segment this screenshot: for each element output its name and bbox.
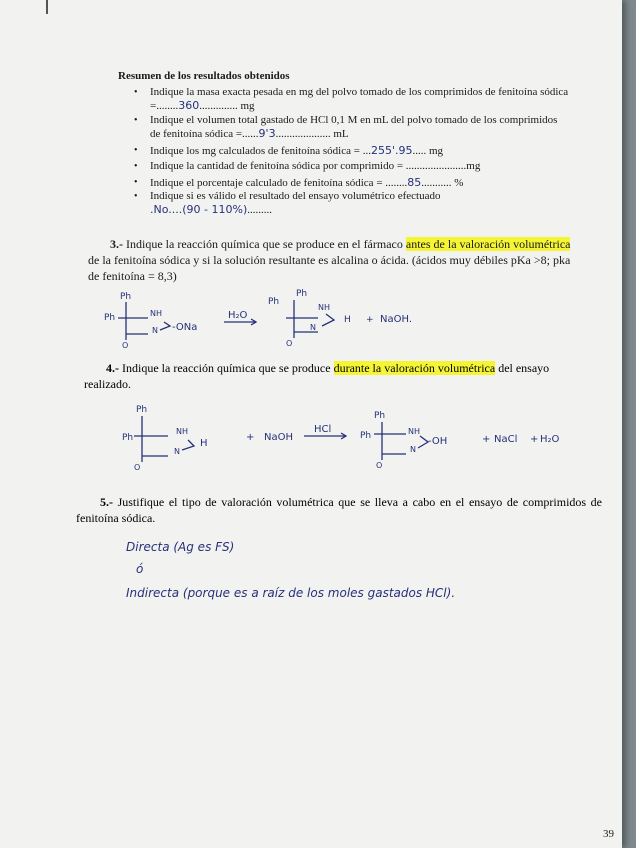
summary-title: Resumen de los resultados obtenidos <box>118 70 290 82</box>
answer-line-2: ó <box>136 562 144 576</box>
n-label: N <box>174 447 180 456</box>
arrow-label: H₂O <box>228 310 248 321</box>
product-substituent: H <box>344 315 351 325</box>
carbonyl-bond <box>418 436 428 448</box>
ring-skeleton <box>374 422 406 460</box>
nh-label: NH <box>176 427 188 436</box>
bullet-icon: • <box>134 191 138 202</box>
highlighted-phrase: antes de la valoración volumétrica <box>405 237 571 251</box>
reaction-4-drawing <box>120 400 590 472</box>
reactant-substituent: -ONa <box>172 322 198 333</box>
answer-line-3: Indirecta (porque es a raíz de los moles gastados HCl). <box>126 586 456 600</box>
item-unit: ........... % <box>421 177 464 189</box>
answer-line-1: Directa (Ag es FS) <box>126 540 235 554</box>
carbonyl-bond <box>160 322 170 330</box>
carbonyl-bond <box>322 314 334 326</box>
nh-label: NH <box>408 427 420 436</box>
question-text: Justifique el tipo de valoración volumétrica que se lleva a cabo en el ensayo de comprimidos de fenitoína sódica. <box>76 495 602 525</box>
bullet-icon: • <box>134 145 138 156</box>
question-number: 4.- <box>106 361 119 375</box>
nh-label: NH <box>318 303 330 312</box>
bullet-icon: • <box>134 115 138 126</box>
handwritten-value: 9'3 <box>258 127 276 140</box>
page-number: 39 <box>603 828 614 840</box>
ph-label: Ph <box>296 289 308 299</box>
ph-label: Ph <box>268 297 280 307</box>
question-number: 5.- <box>100 495 113 509</box>
handwritten-value: 360 <box>178 99 200 112</box>
n-label: N <box>310 323 316 332</box>
ph-label: Ph <box>120 292 132 302</box>
ph-label: Ph <box>122 433 134 443</box>
item-text: Indique el volumen total gastado de HCl 0,1 M en mL del polvo tomado de los comprimidos de fenitoína sódica =...... <box>150 114 558 140</box>
product-substituent: -OH <box>428 436 448 447</box>
summary-item-volume <box>134 114 570 141</box>
ring-skeleton <box>286 300 318 338</box>
o-label: O <box>376 461 383 470</box>
handwritten-value: 255'.95 <box>370 144 413 157</box>
plus-sign: + <box>246 432 255 443</box>
handwritten-value: .No....(90 - 110%) <box>150 203 248 216</box>
summary-item-calculated-mg <box>134 144 570 158</box>
o-label: O <box>122 341 129 350</box>
plus-sign: + <box>530 434 539 445</box>
question-4 <box>84 360 590 392</box>
bullet-icon: • <box>134 177 138 188</box>
ring-skeleton <box>118 302 148 340</box>
summary-item-mass <box>134 86 570 113</box>
n-label: N <box>410 445 416 454</box>
handwritten-value: 85 <box>407 176 422 189</box>
ph-label: Ph <box>374 411 386 421</box>
bullet-icon: • <box>134 87 138 98</box>
ph-label: Ph <box>360 431 372 441</box>
item-text: Indique la cantidad de fenitoína sódica por comprimido = <box>150 160 406 172</box>
item-text: Indique si es válido el resultado del ensayo volumétrico efectuado <box>150 190 441 202</box>
question-3 <box>88 236 583 284</box>
byproduct: H₂O <box>540 434 560 445</box>
pen-mark <box>46 0 48 14</box>
summary-item-per-tablet <box>134 160 570 173</box>
plus-sign: + <box>366 315 374 325</box>
item-unit: ..... mg <box>412 145 444 157</box>
summary-item-percentage <box>134 176 570 190</box>
n-label: N <box>152 326 158 335</box>
item-unit: .................... mL <box>275 128 349 140</box>
item-text: Indique la masa exacta pesada en mg del polvo tomado de los comprimidos de fenitoína sódica =........ <box>150 86 569 112</box>
item-text: Indique el porcentaje calculado de fenitoína sódica = ........ <box>150 177 408 189</box>
nh-label: NH <box>150 309 162 318</box>
question-number: 3.- <box>110 237 123 251</box>
item-unit: ......... <box>247 204 272 216</box>
plus-sign: + <box>482 434 491 445</box>
ph-label: Ph <box>104 313 116 323</box>
carbonyl-bond <box>182 440 194 450</box>
byproduct: NaCl <box>494 434 518 445</box>
byproduct: NaOH. <box>380 314 413 325</box>
ring-skeleton <box>134 416 168 462</box>
question-5 <box>76 494 602 526</box>
question-text: de la fenitoína sódica y si la solución resultante es alcalina o ácida. (ácidos muy débiles pKa >8; pka de fenitoína = 8,3) <box>88 253 571 283</box>
question-text: Indique la reacción química que se produce <box>119 361 334 375</box>
o-label: O <box>286 339 293 348</box>
summary-item-validity <box>134 190 570 217</box>
o-label: O <box>134 463 141 472</box>
question-text: Indique la reacción química que se produce en el fármaco <box>123 237 406 251</box>
reagent: NaOH <box>264 432 293 443</box>
reactant-substituent: H <box>200 438 208 449</box>
item-text: Indique los mg calculados de fenitoína sódica = ... <box>150 145 371 157</box>
item-unit: ......................mg <box>405 160 481 172</box>
ph-label: Ph <box>136 405 148 415</box>
highlighted-phrase: durante la valoración volumétrica <box>333 361 496 375</box>
question-text: del ensayo realizado. <box>84 361 550 391</box>
arrow-label: HCl <box>314 424 332 435</box>
reaction-3-drawing <box>96 288 436 350</box>
bullet-icon: • <box>134 161 138 172</box>
item-unit: .............. mg <box>199 100 255 112</box>
